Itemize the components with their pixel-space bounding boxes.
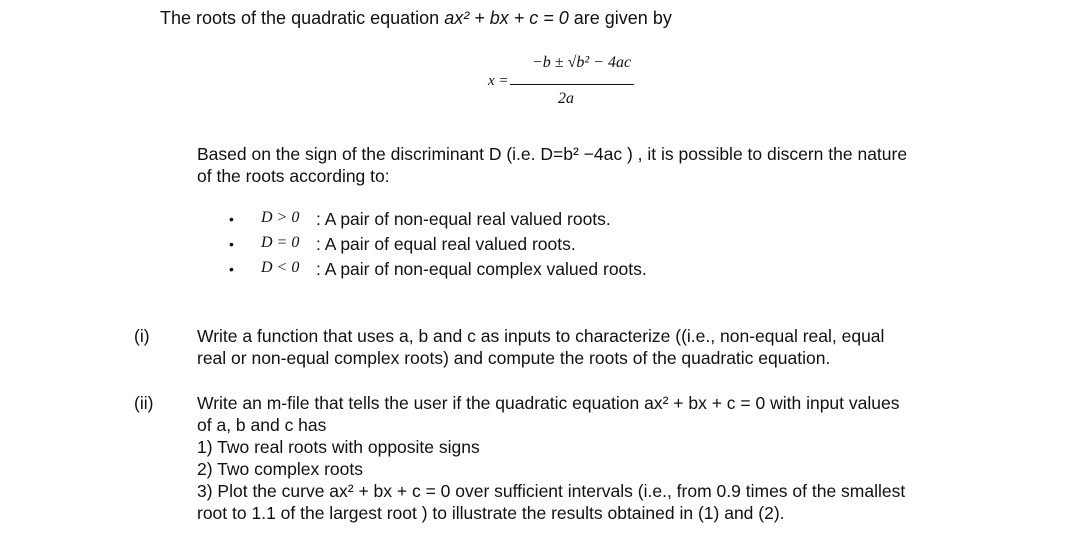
task-ii-line-4: 2) Two complex roots bbox=[197, 459, 363, 479]
condition-2: D = 0 bbox=[261, 234, 300, 251]
task-ii-line-2: of a, b and c has bbox=[197, 415, 327, 435]
task-ii-line-3: 1) Two real roots with opposite signs bbox=[197, 437, 480, 457]
task-i-line-2: real or non-equal complex roots) and compute the roots of the quadratic equation. bbox=[197, 348, 831, 368]
intro-text-after: are given by bbox=[568, 8, 672, 28]
condition-description-1: : A pair of non-equal real valued roots. bbox=[316, 209, 611, 229]
task-label-ii: (ii) bbox=[134, 393, 154, 413]
bullet-1: • bbox=[229, 211, 234, 227]
condition-description-3: : A pair of non-equal complex valued roots. bbox=[316, 259, 647, 279]
condition-3: D < 0 bbox=[261, 259, 300, 276]
task-ii-line-5: 3) Plot the curve ax² + bx + c = 0 over sufficient intervals (i.e., from 0.9 times of the smallest bbox=[197, 481, 906, 501]
condition-1: D > 0 bbox=[261, 209, 300, 226]
discriminant-paragraph bbox=[197, 143, 987, 187]
bullet-2: • bbox=[229, 236, 234, 252]
intro-text-before: The roots of the quadratic equation bbox=[160, 8, 445, 28]
formula-lhs: x = bbox=[488, 73, 509, 89]
task-ii-line-6: root to 1.1 of the largest root ) to illustrate the results obtained in (1) and (2). bbox=[197, 503, 785, 523]
task-label-i: (i) bbox=[134, 326, 150, 346]
quadratic-formula bbox=[488, 52, 658, 112]
task-ii-line-1: Write an m-file that tells the user if the quadratic equation ax² + bx + c = 0 with input values bbox=[197, 393, 900, 413]
formula-denominator: 2a bbox=[558, 90, 574, 107]
bullet-3: • bbox=[229, 261, 234, 277]
discriminant-line-2: of the roots according to: bbox=[197, 166, 390, 186]
fraction-bar bbox=[510, 84, 634, 85]
condition-description-2: : A pair of equal real valued roots. bbox=[316, 234, 576, 254]
task-i-line-1: Write a function that uses a, b and c as inputs to characterize ((i.e., non-equal real, equal bbox=[197, 326, 885, 346]
intro-equation: ax² + bx + c = 0 bbox=[444, 8, 569, 28]
formula-numerator: −b ± √b² − 4ac bbox=[532, 54, 632, 71]
discriminant-line-1: Based on the sign of the discriminant D (i.e. D=b² −4ac ) , it is possible to discern the nature bbox=[197, 144, 908, 164]
intro-sentence bbox=[160, 8, 672, 29]
